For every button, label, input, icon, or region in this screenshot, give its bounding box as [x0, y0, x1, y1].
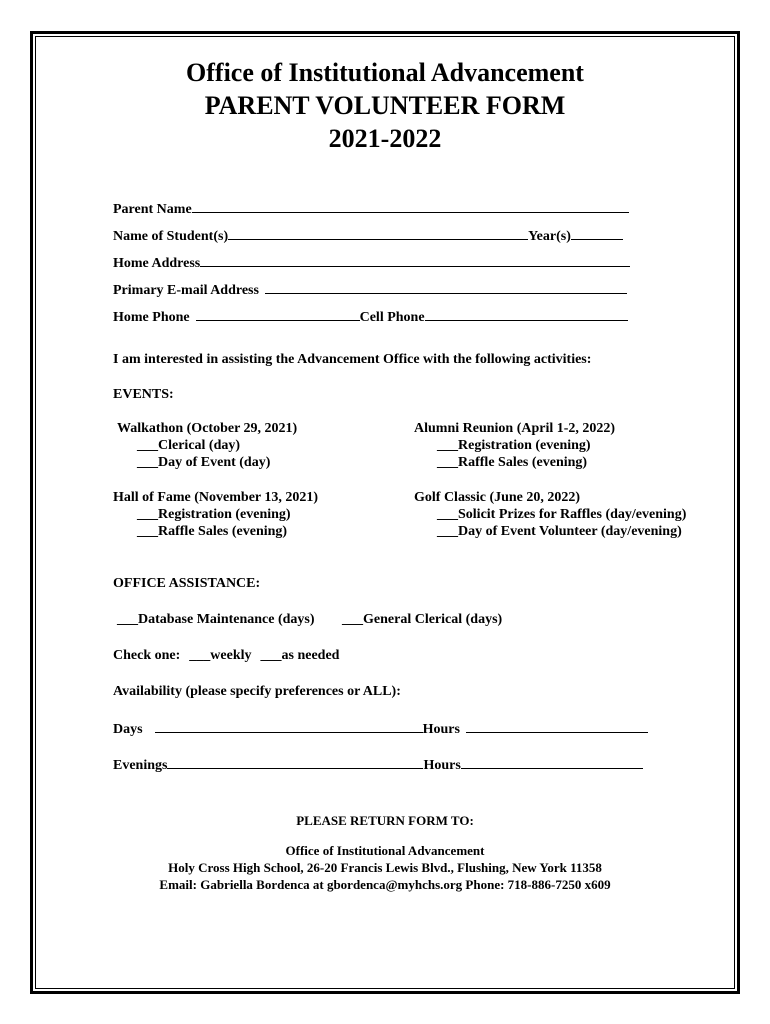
return-contact: Email: Gabriella Bordenca at gbordenca@myhchs.org Phone: 718-886-7250 x609 — [159, 877, 611, 892]
cell-phone-label: Cell Phone — [359, 310, 425, 325]
home-address-field[interactable] — [200, 253, 630, 267]
form-header — [0, 56, 770, 155]
database-maintenance-option[interactable]: ___Database Maintenance (days) — [117, 612, 315, 627]
student-name-label: Name of Student(s) — [113, 229, 229, 244]
evenings-label: Evenings — [113, 758, 168, 773]
parent-name-row — [113, 199, 629, 218]
return-office: Office of Institutional Advancement — [285, 843, 485, 858]
alumni-reunion-title: Alumni Reunion (April 1-2, 2022) — [414, 421, 616, 436]
golf-option-day-of-event[interactable]: ___Day of Event Volunteer (day/evening) — [437, 524, 682, 539]
email-field[interactable] — [265, 280, 627, 294]
school-year: 2021-2022 — [328, 124, 442, 153]
alumni-option-raffle[interactable]: ___Raffle Sales (evening) — [437, 455, 588, 470]
walkathon-title: Walkathon (October 29, 2021) — [117, 421, 298, 436]
home-address-row — [113, 253, 630, 272]
home-phone-label: Home Phone — [113, 310, 190, 325]
evenings-hours-label: Hours — [423, 758, 461, 773]
events-label: EVENTS: — [113, 387, 174, 402]
days-hours-field[interactable] — [466, 719, 648, 733]
check-one-label: Check one: — [113, 648, 181, 663]
year-label: Year(s) — [528, 229, 571, 244]
form-title: PARENT VOLUNTEER FORM — [204, 91, 566, 120]
as-needed-option[interactable]: ___as needed — [260, 648, 340, 663]
weekly-option[interactable]: ___weekly — [189, 648, 252, 663]
evenings-field[interactable] — [167, 755, 423, 769]
student-name-row — [113, 226, 623, 245]
days-field[interactable] — [155, 719, 423, 733]
student-name-field[interactable] — [228, 226, 528, 240]
office-assistance-label: OFFICE ASSISTANCE: — [113, 576, 261, 591]
return-label: PLEASE RETURN FORM TO: — [296, 813, 474, 828]
days-label: Days — [113, 722, 143, 737]
cell-phone-field[interactable] — [425, 307, 628, 321]
hall-of-fame-option-registration[interactable]: ___Registration (evening) — [137, 507, 291, 522]
hall-of-fame-title: Hall of Fame (November 13, 2021) — [113, 490, 319, 505]
alumni-option-registration[interactable]: ___Registration (evening) — [437, 438, 591, 453]
phone-row — [113, 307, 628, 326]
golf-option-solicit-prizes[interactable]: ___Solicit Prizes for Raffles (day/evening) — [437, 507, 687, 522]
walkathon-option-day-of-event[interactable]: ___Day of Event (day) — [137, 455, 271, 470]
evenings-row — [113, 755, 643, 774]
return-address: Holy Cross High School, 26-20 Francis Lewis Blvd., Flushing, New York 11358 — [168, 860, 602, 875]
general-clerical-option[interactable]: ___General Clerical (days) — [342, 612, 503, 627]
golf-classic-title: Golf Classic (June 20, 2022) — [414, 490, 581, 505]
evenings-hours-field[interactable] — [461, 755, 643, 769]
year-field[interactable] — [571, 226, 623, 240]
days-hours-label: Hours — [422, 722, 460, 737]
hall-of-fame-option-raffle[interactable]: ___Raffle Sales (evening) — [137, 524, 288, 539]
home-phone-field[interactable] — [196, 307, 360, 321]
home-address-label: Home Address — [113, 256, 201, 271]
walkathon-option-clerical[interactable]: ___Clerical (day) — [137, 438, 241, 453]
days-row — [113, 719, 648, 738]
availability-label: Availability (please specify preferences or ALL): — [113, 684, 401, 699]
email-label: Primary E-mail Address — [113, 283, 259, 298]
parent-name-field[interactable] — [192, 199, 629, 213]
frequency-row — [113, 647, 339, 664]
parent-name-label: Parent Name — [113, 202, 192, 217]
interest-statement: I am interested in assisting the Advancement Office with the following activities: — [113, 352, 592, 367]
office-title: Office of Institutional Advancement — [186, 58, 584, 87]
email-row — [113, 280, 627, 299]
